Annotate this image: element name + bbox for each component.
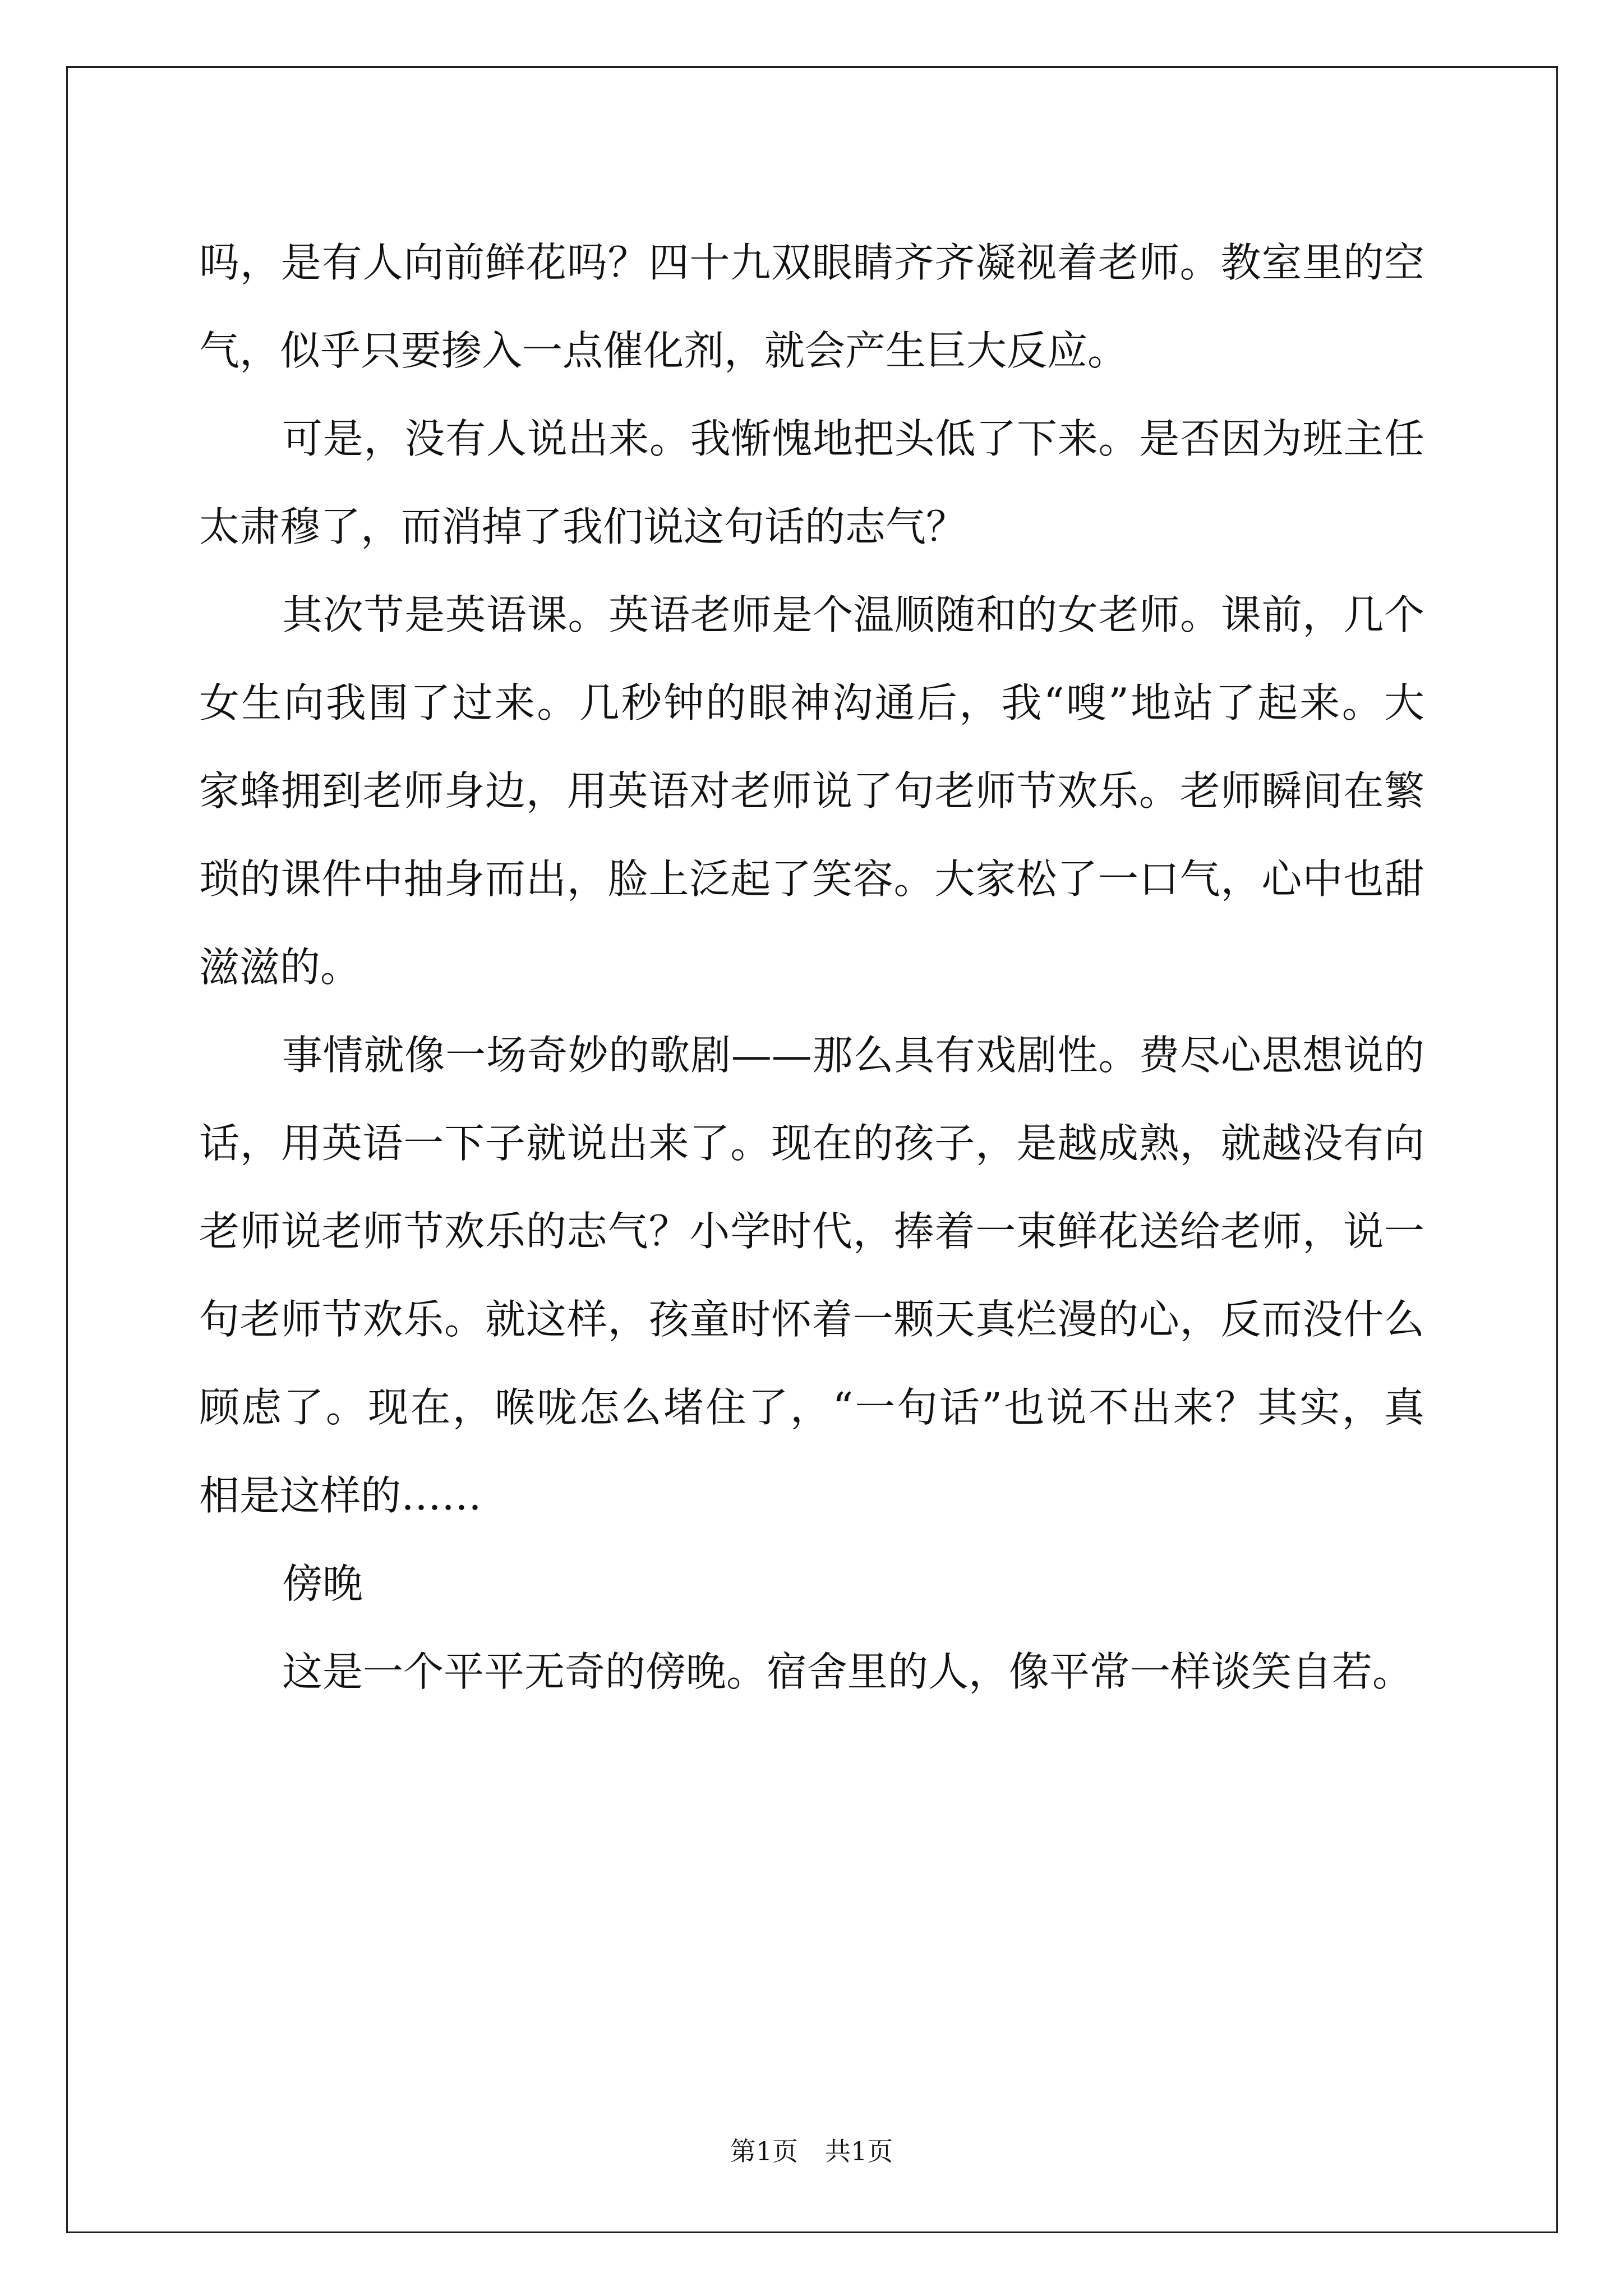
text-line: 相是这样的…… [199,1472,482,1519]
page-number: 第1页 [730,2136,798,2166]
text-line: 气，似乎只要掺入一点催化剂，就会产生巨大反应。 [199,327,1128,374]
page-total: 共1页 [825,2136,893,2166]
text-line: 可是，没有人说出来。我惭愧地把头低了下来。是否因为班主任 [282,415,1424,462]
text-line: 话，用英语一下子就说出来了。现在的孩子，是越成熟，就越没有向 [199,1120,1424,1167]
text-line: 顾虑了。现在，喉咙怎么堵住了，“一句话”也说不出来？其实，真 [199,1384,1424,1431]
text-line: 句老师节欢乐。就这样，孩童时怀着一颗天真烂漫的心，反而没什么 [199,1296,1424,1343]
text-line: 事情就像一场奇妙的歌剧——那么具有戏剧性。费尽心思想说的 [282,1032,1424,1079]
text-line: 女生向我围了过来。几秒钟的眼神沟通后，我“嗖”地站了起来。大 [199,679,1424,726]
page-footer [0,2134,1623,2168]
document-body [199,219,1424,1716]
section-heading: 傍晚 [282,1560,363,1607]
text-line: 其次节是英语课。英语老师是个温顺随和的女老师。课前，几个 [282,591,1424,638]
text-line: 家蜂拥到老师身边，用英语对老师说了句老师节欢乐。老师瞬间在繁 [199,767,1424,815]
text-line: 老师说老师节欢乐的志气？小学时代，捧着一束鲜花送给老师，说一 [199,1208,1424,1255]
text-line: 这是一个平平无奇的傍晚。宿舍里的人，像平常一样谈笑自若。 [282,1648,1413,1695]
text-line: 滋滋的。 [199,944,361,991]
text-line: 太肃穆了，而消掉了我们说这句话的志气？ [199,503,967,550]
text-line: 琐的课件中抽身而出，脸上泛起了笑容。大家松了一口气，心中也甜 [199,855,1424,903]
text-line: 吗，是有人向前鲜花吗？四十九双眼睛齐齐凝视着老师。教室里的空 [199,239,1424,286]
